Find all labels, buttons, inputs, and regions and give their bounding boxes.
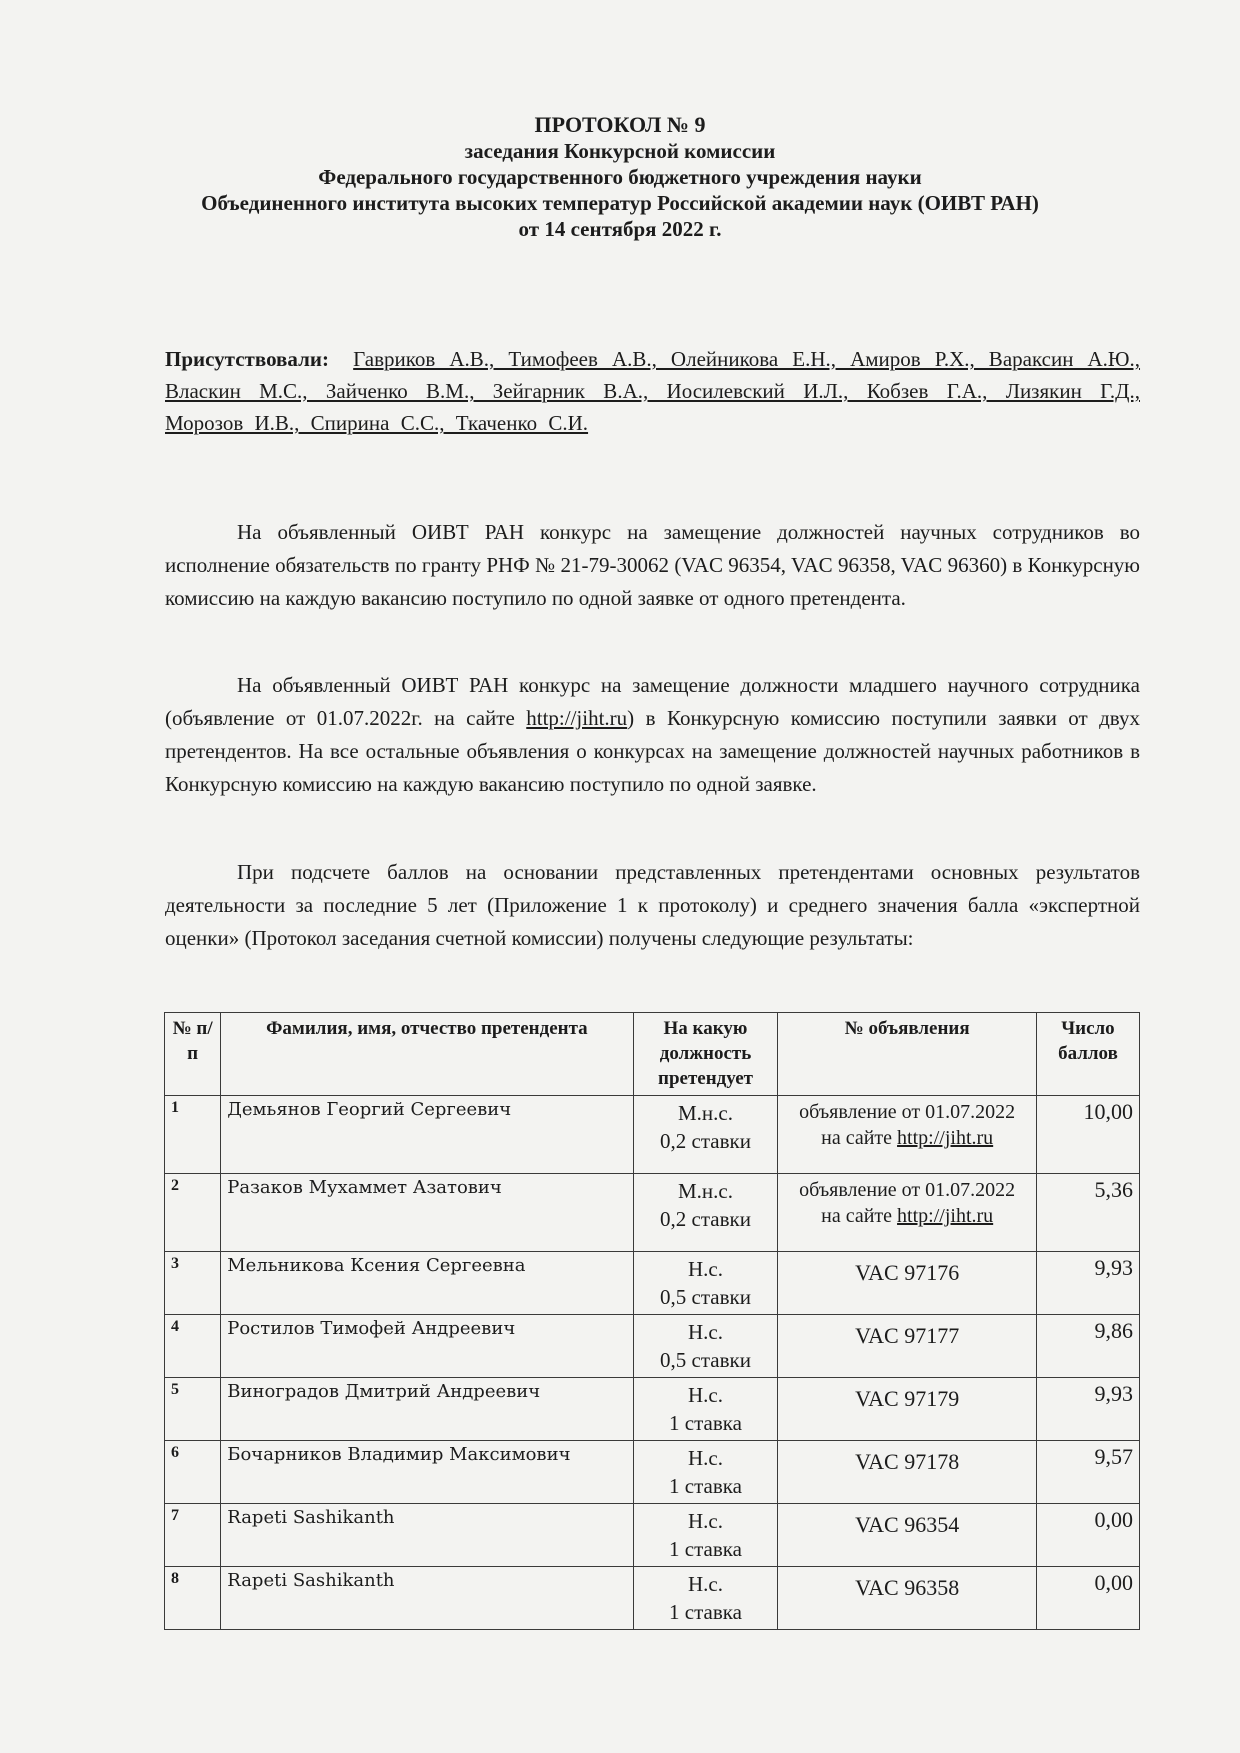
position-cell (633, 1567, 778, 1630)
announcement-cell: VAC 96358 (778, 1567, 1037, 1630)
results-table (164, 1012, 1140, 1630)
candidate-name: Rapeti Sashikanth (221, 1567, 633, 1630)
attendance-label: Присутствовали (165, 347, 322, 371)
announcement-text: объявление от 01.07.2022 (799, 1101, 1016, 1123)
table-row (165, 1567, 1140, 1630)
position-title: Н.с. (687, 1257, 723, 1281)
position-cell (633, 1174, 778, 1252)
announcement-cell: VAC 97179 (778, 1378, 1037, 1441)
announcement-cell: VAC 97178 (778, 1441, 1037, 1504)
position-title: Н.с. (687, 1320, 723, 1344)
candidate-name: Мельникова Ксения Сергеевна (221, 1252, 633, 1315)
score-cell: 9,93 (1036, 1252, 1139, 1315)
position-title: Н.с. (687, 1572, 723, 1596)
table-row (165, 1504, 1140, 1567)
position-cell (633, 1441, 778, 1504)
position-cell (633, 1252, 778, 1315)
position-title: Н.с. (687, 1509, 723, 1533)
position-title: Н.с. (687, 1383, 723, 1407)
candidate-name: Разаков Мухаммет Азатович (221, 1174, 633, 1252)
paragraph-junior-position (165, 669, 1140, 801)
header-position: На какую должность претендует (633, 1013, 778, 1096)
position-cell (633, 1378, 778, 1441)
table-header-row (165, 1013, 1140, 1096)
candidate-name: Ростилов Тимофей Андреевич (221, 1315, 633, 1378)
table-row (165, 1441, 1140, 1504)
position-rate: 1 ставка (669, 1474, 742, 1498)
candidate-name: Демьянов Георгий Сергеевич (221, 1096, 633, 1174)
position-rate: 0,5 ставки (660, 1285, 751, 1309)
position-cell (633, 1315, 778, 1378)
paragraph-grant-competition: На объявленный ОИВТ РАН конкурс на замещение должностей научных сотрудников во исполнение обязательств по гранту РНФ № 21-79-30062 (VAC 96354, VAC 96358, VAC 96360) в Конкурсную комиссию на каждую вакансию поступило по одной заявке от одного претендента. (165, 520, 1140, 610)
row-number: 8 (165, 1567, 221, 1630)
position-title: Н.с. (687, 1446, 723, 1470)
score-cell: 9,57 (1036, 1441, 1139, 1504)
row-number: 6 (165, 1441, 221, 1504)
announcement-link[interactable]: http://jiht.ru (897, 1205, 994, 1227)
row-number: 5 (165, 1378, 221, 1441)
score-cell: 0,00 (1036, 1567, 1139, 1630)
paragraph-scoring: При подсчете баллов на основании представленных претендентами основных результатов деятельности за последние 5 лет (Приложение 1 к протоколу) и среднего значения балла «экспертной оценки» (Протокол заседания счетной комиссии) получены следующие результаты: (165, 860, 1140, 950)
row-number: 1 (165, 1096, 221, 1174)
paragraph-text: ) в Конкурсную комиссию поступили заявки от двух претендентов. На все остальные объявления о конкурсах на замещение должностей научных работников в Конкурсную комиссию на каждую вакансию поступило по одной заявке. (165, 706, 1141, 796)
row-number: 4 (165, 1315, 221, 1378)
position-rate: 1 ставка (669, 1537, 742, 1561)
position-cell (633, 1096, 778, 1174)
position-title: М.н.с. (677, 1101, 733, 1125)
institution-line: Федерального государственного бюджетного учреждения науки (318, 165, 922, 189)
score-cell: 0,00 (1036, 1504, 1139, 1567)
position-title: М.н.с. (677, 1179, 733, 1203)
attendance-block: Присутствовали: Гавриков А.В., Тимофеев А.В., Олейникова Е.Н., Амиров Р.Х., Вараксин А.Ю., Власкин М.С., Зайченко В.М., Зейгарник В.А., Иосилевский И.Л., Кобзев Г.А., Лизякин Г.Д., Морозов И.В., Спирина С.С., Ткаченко С.И. (165, 347, 1141, 435)
candidate-name: Бочарников Владимир Максимович (221, 1441, 633, 1504)
header-announcement: № объявления (778, 1013, 1037, 1096)
announcement-site-label: на сайте (821, 1127, 898, 1149)
score-cell: 5,36 (1036, 1174, 1139, 1252)
announcement-text: объявление от 01.07.2022 (799, 1179, 1016, 1201)
meeting-subtitle: заседания Конкурсной комиссии (464, 139, 776, 163)
institution-name: Объединенного института высоких температур Российской академии наук (ОИВТ РАН) (201, 191, 1039, 215)
header-score: Число баллов (1036, 1013, 1139, 1096)
announcement-cell (778, 1096, 1037, 1174)
table-row (165, 1096, 1140, 1174)
candidate-name: Виноградов Дмитрий Андреевич (221, 1378, 633, 1441)
protocol-title: ПРОТОКОЛ № 9 (534, 112, 706, 137)
candidate-name: Rapeti Sashikanth (221, 1504, 633, 1567)
position-rate: 0,2 ставки (660, 1129, 751, 1153)
announcement-link[interactable]: http://jiht.ru (897, 1127, 994, 1149)
paragraph-text: На объявленный ОИВТ РАН конкурс на замещение должности младшего научного сотрудника (объявление от 01.07.2022г. на сайте (165, 673, 1140, 730)
announcement-site-label: на сайте (821, 1205, 898, 1227)
row-number: 2 (165, 1174, 221, 1252)
score-cell: 9,86 (1036, 1315, 1139, 1378)
position-rate: 1 ставка (669, 1600, 742, 1624)
row-number: 7 (165, 1504, 221, 1567)
row-number: 3 (165, 1252, 221, 1315)
score-cell: 10,00 (1036, 1096, 1139, 1174)
position-rate: 1 ставка (669, 1411, 742, 1435)
header-number: № п/п (165, 1013, 221, 1096)
position-rate: 0,2 ставки (660, 1207, 751, 1231)
table-row (165, 1252, 1140, 1315)
table-row (165, 1378, 1140, 1441)
table-row (165, 1315, 1140, 1378)
attendance-names: Гавриков А.В., Тимофеев А.В., Олейникова Е.Н., Амиров Р.Х., Вараксин А.Ю., Власкин М.С., Зайченко В.М., Зейгарник В.А., Иосилевский И.Л., Кобзев Г.А., Лизякин Г.Д., Морозов И.В., Спирина С.С., Ткаченко С.И. (165, 347, 1141, 435)
document-header (100, 112, 1140, 242)
site-link[interactable]: http://jiht.ru (526, 706, 628, 730)
position-cell (633, 1504, 778, 1567)
score-cell: 9,93 (1036, 1378, 1139, 1441)
announcement-cell: VAC 96354 (778, 1504, 1037, 1567)
announcement-cell: VAC 97176 (778, 1252, 1037, 1315)
announcement-cell (778, 1174, 1037, 1252)
protocol-date: от 14 сентября 2022 г. (518, 217, 722, 241)
header-name: Фамилия, имя, отчество претендента (221, 1013, 633, 1096)
announcement-cell: VAC 97177 (778, 1315, 1037, 1378)
position-rate: 0,5 ставки (660, 1348, 751, 1372)
table-row (165, 1174, 1140, 1252)
